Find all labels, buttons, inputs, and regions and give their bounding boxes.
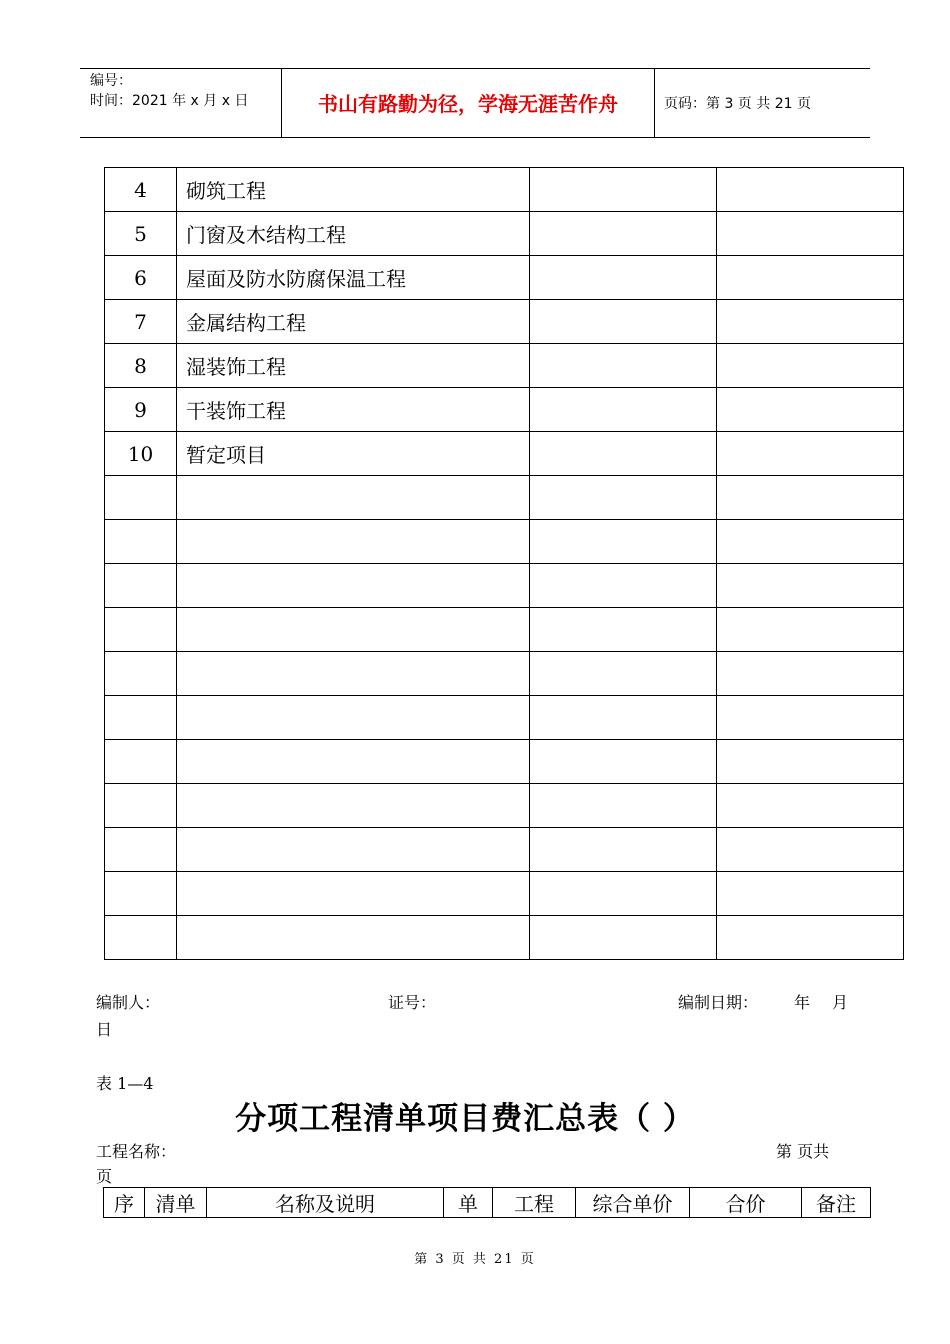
row-remark-cell [717,520,904,564]
row-amount-cell [530,564,717,608]
table-row [105,696,904,740]
row-amount-cell [530,388,717,432]
row-remark-cell [717,652,904,696]
row-number-cell: 9 [105,388,177,432]
page-footer: 第 3 页 共 21 页 [414,1252,536,1267]
row-amount-cell [530,872,717,916]
row-item-name-cell [177,872,530,916]
row-item-name-cell [177,828,530,872]
header-page-info: 页码：第 3 页 共 21 页 [664,96,811,112]
table-row [105,652,904,696]
prepare-date-label: 编制日期： [678,993,759,1012]
year-label: 年 [794,993,811,1012]
row-item-name-cell: 砌筑工程 [177,168,530,212]
row-remark-cell [717,872,904,916]
table-row [105,784,904,828]
row-amount-cell [530,652,717,696]
row-item-name-cell [177,476,530,520]
row-remark-cell [717,828,904,872]
row-remark-cell [717,256,904,300]
row-amount-cell [530,212,717,256]
preparer-label: 编制人： [96,993,161,1012]
row-number-cell: 7 [105,300,177,344]
col-name-desc: 名称及说明 [207,1188,444,1218]
row-number-cell: 10 [105,432,177,476]
row-number-cell [105,564,177,608]
row-remark-cell [717,916,904,960]
row-number-cell [105,608,177,652]
day-label: 日 [96,1020,113,1039]
row-number-cell [105,740,177,784]
table-row [105,564,904,608]
item-cost-table-header [103,1187,871,1218]
row-amount-cell [530,168,717,212]
row-amount-cell [530,784,717,828]
row-remark-cell [717,344,904,388]
table-row [105,916,904,960]
col-seq: 序 [104,1188,145,1218]
section-title: 分项工程清单项目费汇总表（ ） [235,1101,695,1137]
header-meta [80,69,282,137]
table-row [105,828,904,872]
row-remark-cell [717,564,904,608]
col-total: 合价 [690,1188,802,1218]
row-amount-cell [530,520,717,564]
table-row [105,476,904,520]
row-number-cell: 6 [105,256,177,300]
row-number-cell [105,696,177,740]
row-item-name-cell: 金属结构工程 [177,300,530,344]
row-item-name-cell: 干装饰工程 [177,388,530,432]
row-number-cell [105,520,177,564]
row-remark-cell [717,608,904,652]
table-number: 表 1—4 [96,1074,154,1093]
row-amount-cell [530,476,717,520]
table-row [105,608,904,652]
row-item-name-cell [177,740,530,784]
row-number-cell [105,872,177,916]
row-item-name-cell: 暂定项目 [177,432,530,476]
col-unit: 单 [444,1188,493,1218]
time-label: 时间：2021 年 x 月 x 日 [90,93,249,109]
table-row [105,256,904,300]
row-remark-cell [717,300,904,344]
summary-table [104,167,904,960]
table-row [105,300,904,344]
col-quantity: 工程 [493,1188,576,1218]
page-header [80,68,870,138]
row-item-name-cell [177,916,530,960]
row-amount-cell [530,608,717,652]
page-count-prefix: 第 页共 [776,1142,830,1161]
table-row [105,520,904,564]
row-item-name-cell [177,564,530,608]
col-list: 清单 [145,1188,207,1218]
row-number-cell [105,784,177,828]
table-row [105,388,904,432]
table-row [105,212,904,256]
row-amount-cell [530,696,717,740]
row-amount-cell [530,432,717,476]
row-item-name-cell: 屋面及防水防腐保温工程 [177,256,530,300]
row-remark-cell [717,784,904,828]
row-amount-cell [530,828,717,872]
project-name-label: 工程名称： [96,1142,177,1161]
row-number-cell [105,652,177,696]
row-item-name-cell [177,784,530,828]
table-row [105,168,904,212]
row-amount-cell [530,916,717,960]
row-remark-cell [717,696,904,740]
col-remarks: 备注 [802,1188,871,1218]
table-row [105,872,904,916]
row-number-cell [105,916,177,960]
row-remark-cell [717,740,904,784]
row-number-cell: 4 [105,168,177,212]
row-item-name-cell: 湿装饰工程 [177,344,530,388]
row-remark-cell [717,168,904,212]
row-amount-cell [530,740,717,784]
row-number-cell: 5 [105,212,177,256]
cert-no-label: 证号： [388,993,437,1012]
row-number-cell: 8 [105,344,177,388]
page-count-suffix: 页 [96,1167,113,1186]
row-number-cell [105,828,177,872]
table-row [105,432,904,476]
header-motto: 书山有路勤为径，学海无涯苦作舟 [282,69,655,137]
table-row [105,740,904,784]
row-amount-cell [530,300,717,344]
row-remark-cell [717,432,904,476]
row-remark-cell [717,212,904,256]
table-row [105,344,904,388]
row-item-name-cell [177,608,530,652]
row-remark-cell [717,388,904,432]
row-item-name-cell [177,520,530,564]
row-item-name-cell [177,652,530,696]
number-label: 编号： [90,73,132,89]
row-number-cell [105,476,177,520]
row-item-name-cell: 门窗及木结构工程 [177,212,530,256]
row-amount-cell [530,256,717,300]
month-label: 月 [832,993,849,1012]
row-amount-cell [530,344,717,388]
row-remark-cell [717,476,904,520]
col-unit-price: 综合单价 [576,1188,690,1218]
row-item-name-cell [177,696,530,740]
